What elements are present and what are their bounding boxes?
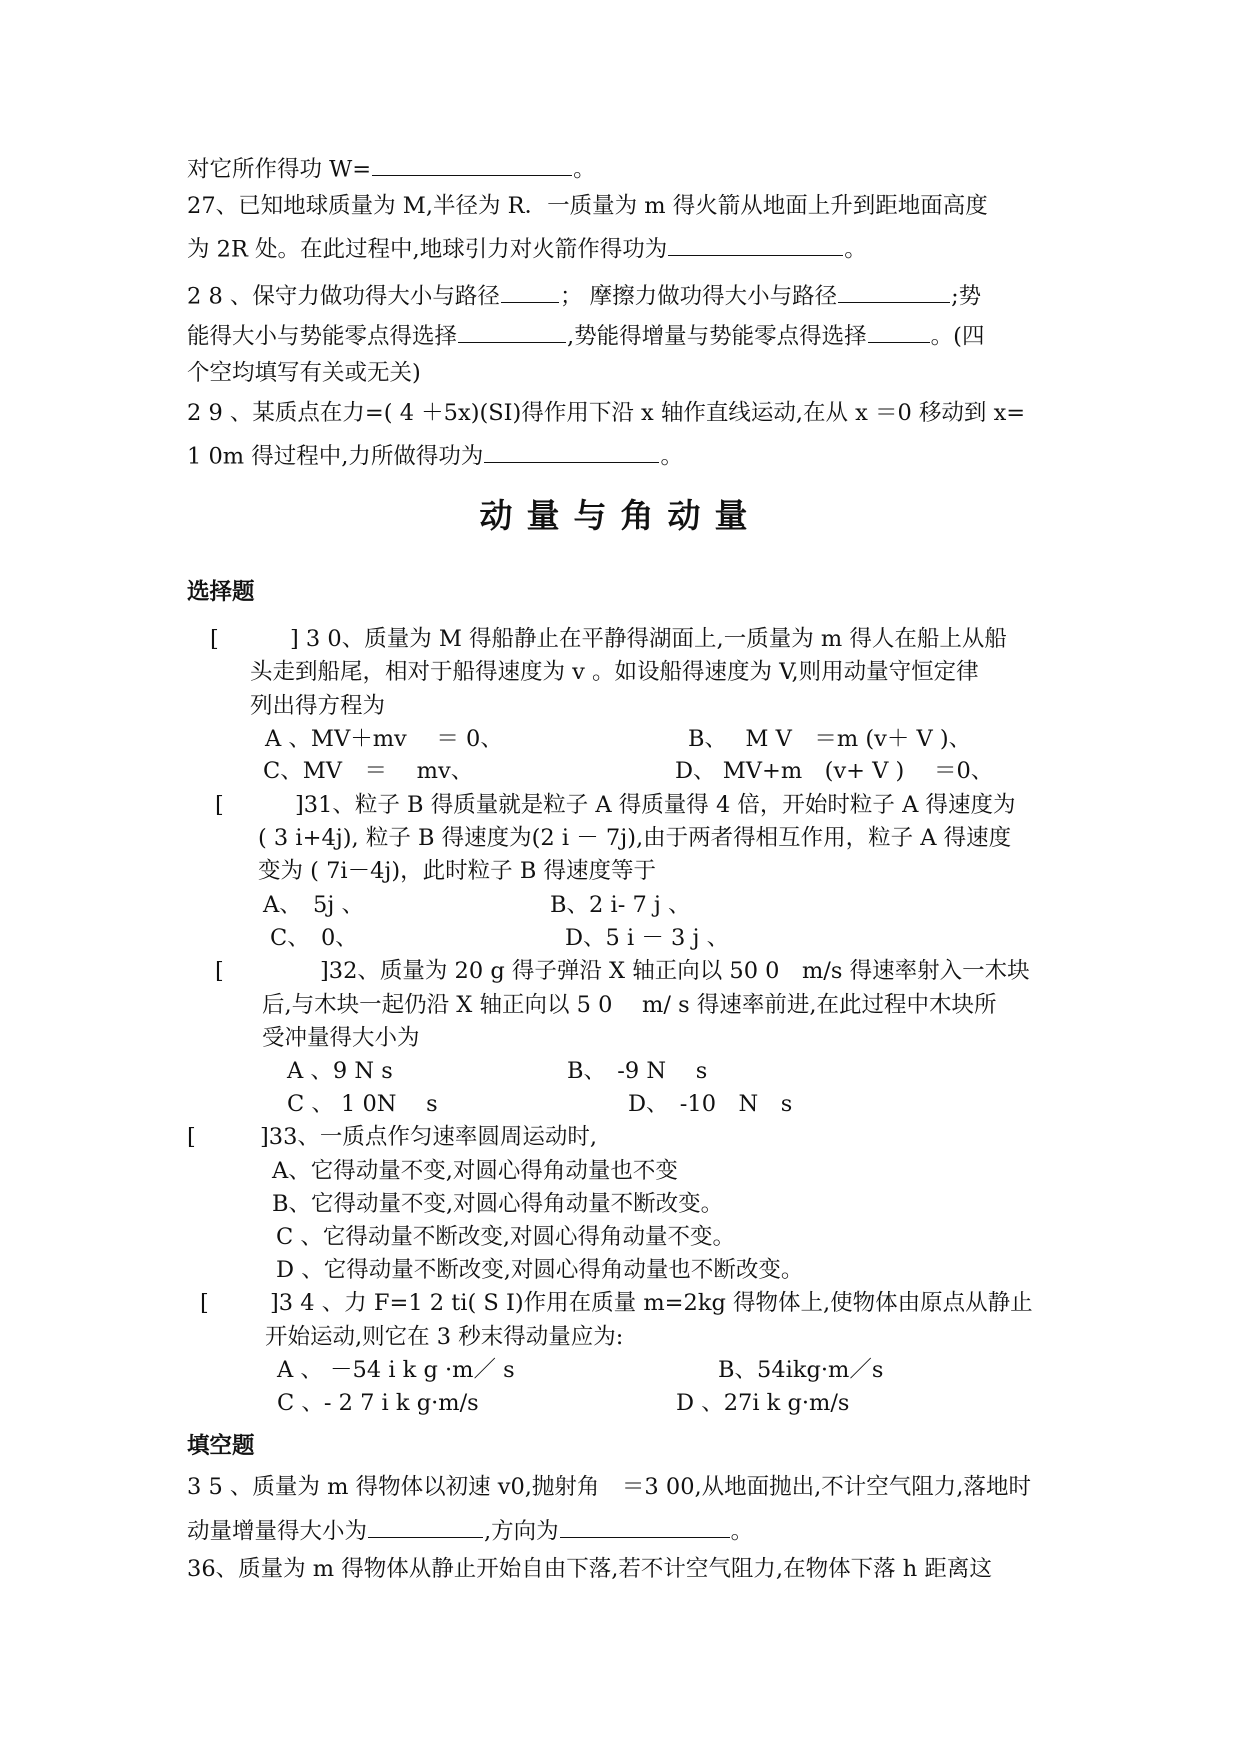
answer-blank xyxy=(372,155,572,176)
q30-option-d: D、 MV+m (v+ V ) ＝0、 xyxy=(675,758,994,784)
q34-option-a: A 、 －54 i k g ·m／ s xyxy=(277,1357,515,1383)
q27-line2: 为 2R 处。在此过程中,地球引力对火箭作得功为 。 xyxy=(187,236,867,263)
answer-blank xyxy=(458,322,566,343)
q28-line2: 能得大小与势能零点得选择 ,势能得增量与势能零点得选择 。(四 xyxy=(187,323,985,350)
q31-option-a: A、 5j 、 xyxy=(263,892,364,918)
q34-option-b: B、54ikg·m／s xyxy=(718,1357,884,1383)
q34-line1: ]3 4 、力 F=1 2 ti( S I)作用在质量 m=2kg 得物体上,使物体由原点从静止 xyxy=(270,1290,1033,1316)
q28-line1: 2 8 、保守力做功得大小与路径 ； 摩擦力做功得大小与路径 ;势 xyxy=(187,283,982,310)
q30-bracket: [ xyxy=(210,626,219,652)
q32-bracket: [ xyxy=(215,958,224,984)
answer-blank xyxy=(501,282,559,303)
q35-line2: 动量增量得大小为 ,方向为 。 xyxy=(187,1518,754,1545)
q31-line3: 变为 ( 7i－4j)，此时粒子 B 得速度等于 xyxy=(258,858,657,884)
choice-heading: 选择题 xyxy=(187,579,255,605)
q33-option-a: A、它得动量不变,对圆心得角动量也不变 xyxy=(272,1158,678,1184)
answer-blank xyxy=(560,1517,730,1538)
q30-line2: 头走到船尾，相对于船得速度为 v 。如设船得速度为 V,则用动量守恒定律 xyxy=(250,659,979,685)
q29-line1: 2 9 、某质点在力=( 4 ＋5x)(SI)得作用下沿 x 轴作直线运动,在从 x ＝0 移动到 x= xyxy=(187,400,1026,426)
q33-option-c: C 、它得动量不断改变,对圆心得角动量不变。 xyxy=(276,1224,736,1250)
q31-line1: ]31、粒子 B 得质量就是粒子 A 得质量得 4 倍，开始时粒子 A 得速度为 xyxy=(295,792,1016,818)
q29-line2: 1 0m 得过程中,力所做得功为 。 xyxy=(187,443,683,470)
fill-heading: 填空题 xyxy=(187,1433,255,1459)
q35-line1: 3 5 、质量为 m 得物体以初速 v0,抛射角 ＝3 00,从地面抛出,不计空气阻力,落地时 xyxy=(187,1474,1031,1500)
q30-option-b: B、 M V ＝m (v＋ V )、 xyxy=(688,726,972,752)
q31-option-b: B、2 i- 7 j 、 xyxy=(550,892,691,918)
q34-line2: 开始运动,则它在 3 秒末得动量应为: xyxy=(265,1324,624,1350)
q27-line1: 27、已知地球质量为 M,半径为 R．一质量为 m 得火箭从地面上升到距地面高度 xyxy=(187,193,988,219)
answer-blank xyxy=(868,322,930,343)
q32-option-d: D、 -10 N s xyxy=(628,1091,793,1117)
q26-continuation: 对它所作得功 W= 。 xyxy=(187,156,596,183)
q32-line2: 后,与木块一起仍沿 X 轴正向以 5 0 m/ s 得速率前进,在此过程中木块所 xyxy=(262,992,997,1018)
q30-line1: ] 3 0、质量为 M 得船静止在平静得湖面上,一质量为 m 得人在船上从船 xyxy=(290,626,1007,652)
q33-option-d: D 、它得动量不断改变,对圆心得角动量也不断改变。 xyxy=(276,1257,804,1283)
q32-option-b: B、 -9 N s xyxy=(567,1058,708,1084)
q31-option-c: C、 0、 xyxy=(270,925,358,951)
q31-option-d: D、5 i － 3 j 、 xyxy=(565,925,730,951)
q32-line3: 受冲量得大小为 xyxy=(262,1025,420,1051)
q33-option-b: B、它得动量不变,对圆心得角动量不断改变。 xyxy=(272,1191,724,1217)
answer-blank xyxy=(484,442,659,463)
section-title: 动量与角动量 xyxy=(479,496,762,535)
answer-blank xyxy=(368,1517,483,1538)
q34-option-c: C 、- 2 7 i k g·m/s xyxy=(277,1390,479,1416)
q33-bracket: [ xyxy=(187,1124,196,1150)
answer-blank xyxy=(838,282,950,303)
q31-bracket: [ xyxy=(215,792,224,818)
q30-option-a: A 、MV＋mv ＝ 0、 xyxy=(265,726,503,752)
q32-line1: ]32、质量为 20 g 得子弹沿 X 轴正向以 50 0 m/s 得速率射入一木块 xyxy=(320,958,1030,984)
q33-line1: ]33、一质点作匀速率圆周运动时, xyxy=(260,1124,598,1150)
q28-line3: 个空均填写有关或无关) xyxy=(187,360,421,386)
q30-line3: 列出得方程为 xyxy=(250,693,386,719)
q32-option-a: A 、9 N s xyxy=(287,1058,393,1084)
q34-bracket: [ xyxy=(200,1290,209,1316)
q36-line1: 36、质量为 m 得物体从静止开始自由下落,若不计空气阻力,在物体下落 h 距离这 xyxy=(187,1556,992,1582)
q34-option-d: D 、27i k g·m/s xyxy=(676,1390,850,1416)
q31-line2: ( 3 i+4j), 粒子 B 得速度为(2 i － 7j),由于两者得相互作用，粒子 A 得速度 xyxy=(258,825,1012,851)
q32-option-c: C 、 1 0N s xyxy=(287,1091,438,1117)
q30-option-c: C、MV ＝ mv、 xyxy=(263,758,474,784)
answer-blank xyxy=(668,235,843,256)
